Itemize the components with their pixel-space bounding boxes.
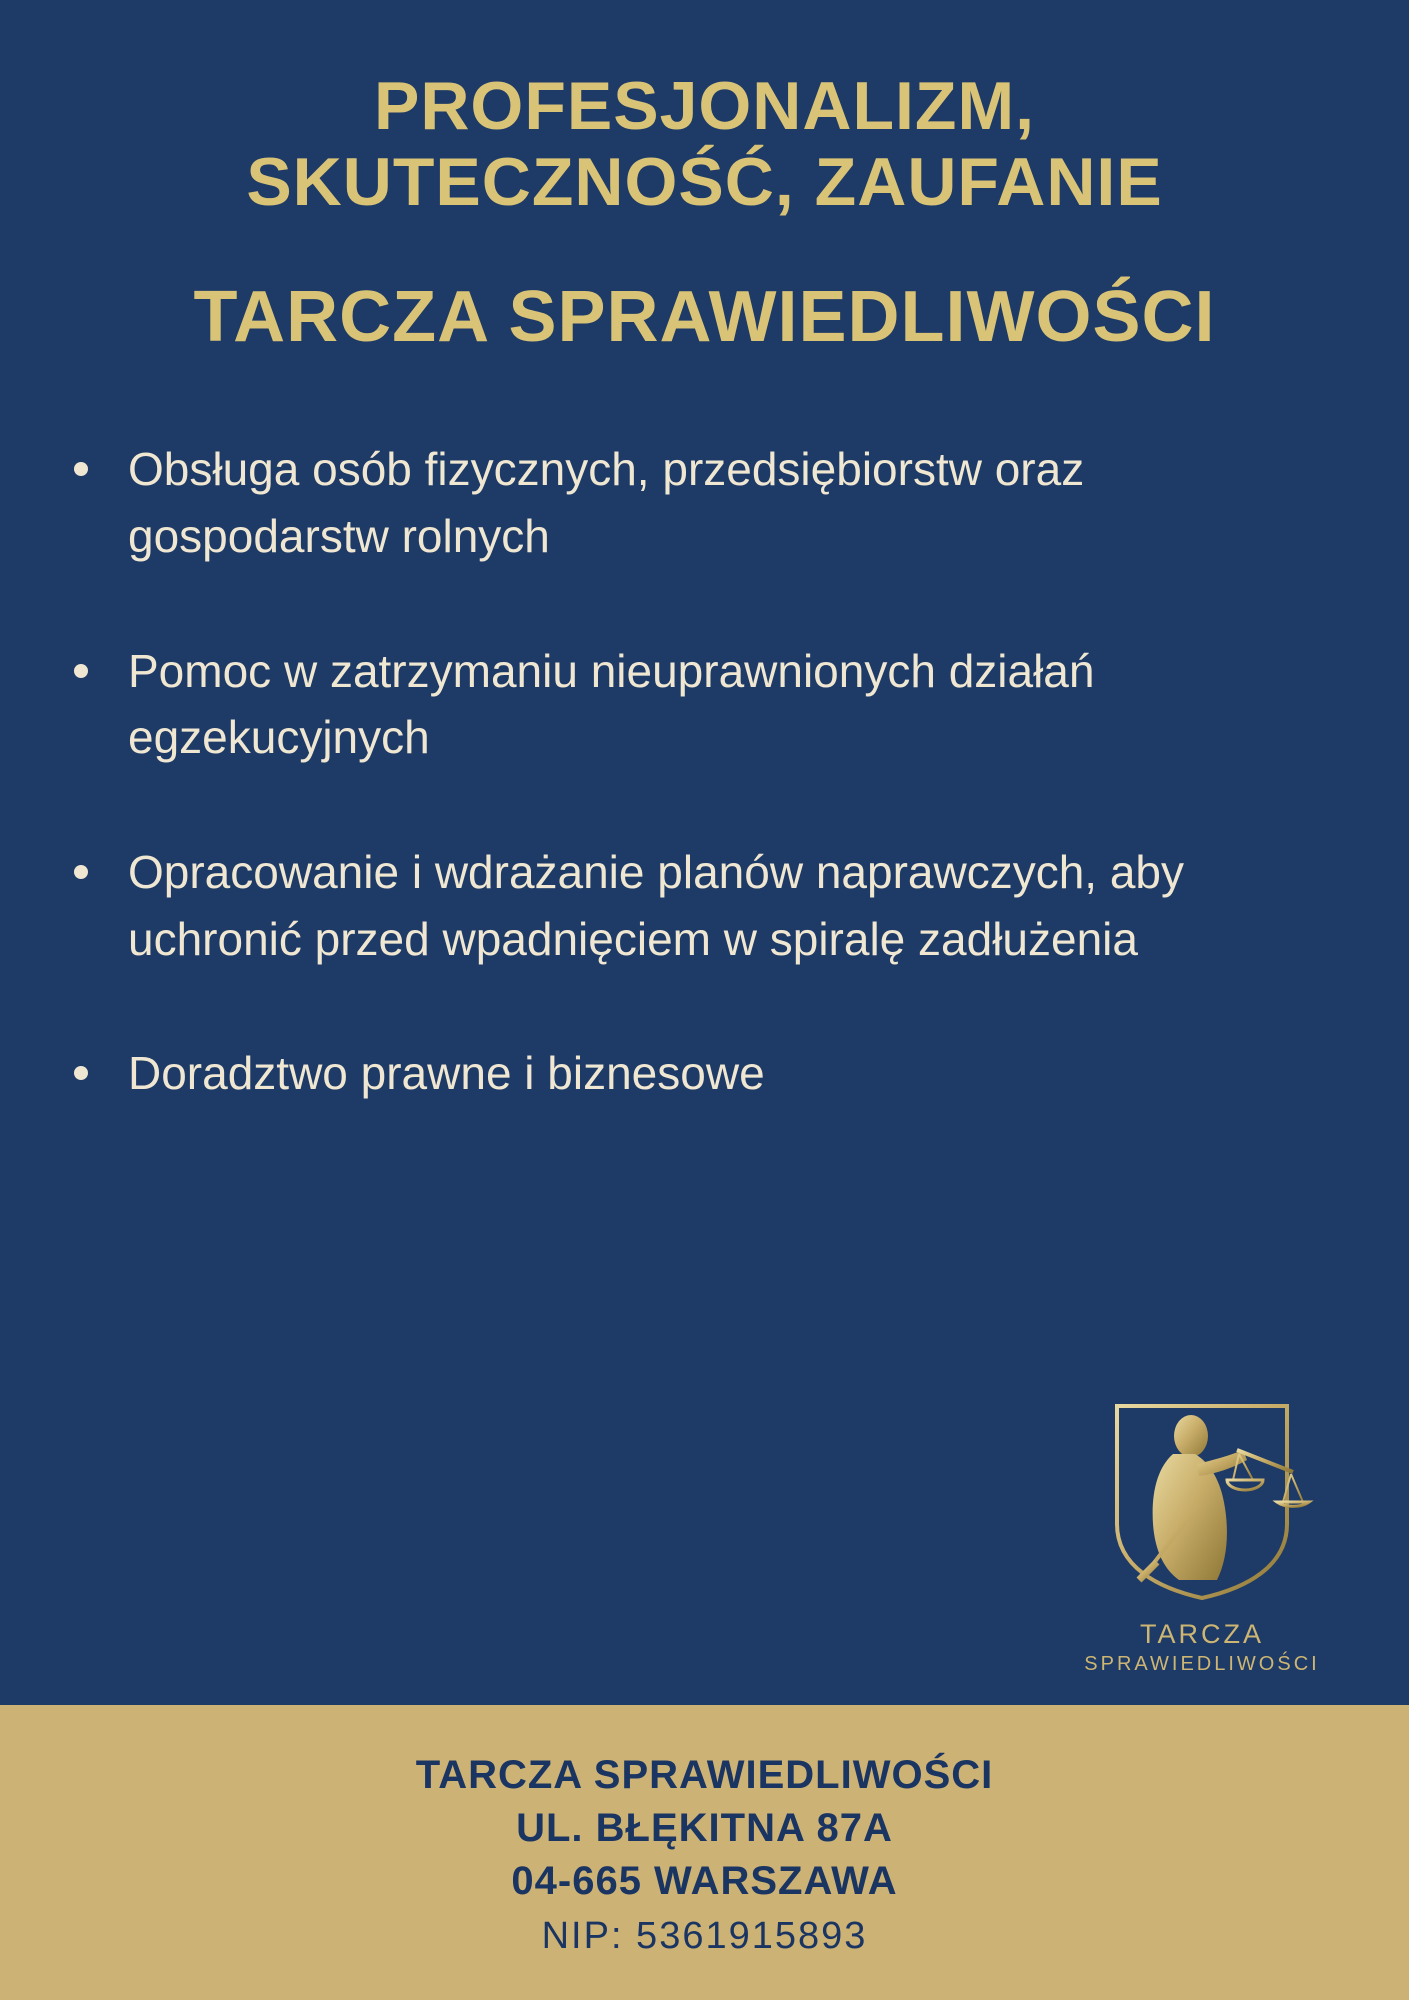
logo-text-bottom: SPRAWIEDLIWOŚCI — [1084, 1653, 1320, 1675]
bullet-dot-icon — [74, 1066, 88, 1080]
justice-scales-figure-icon — [1087, 1384, 1317, 1614]
brand-logo — [1067, 1384, 1337, 1677]
list-item-label: Pomoc w zatrzymaniu nieuprawnionych działań egzekucyjnych — [128, 644, 1095, 764]
list-item-label: Doradztwo prawne i biznesowe — [128, 1047, 765, 1100]
list-item-label: Obsługa osób fizycznych, przedsiębiorstw oraz gospodarstw rolnych — [128, 443, 1085, 562]
headline-line-2: SKUTECZNOŚĆ, ZAUFANIE — [246, 144, 1163, 221]
bullet-dot-icon — [74, 664, 88, 678]
footer-city: 04-665 WARSZAWA — [511, 1858, 898, 1903]
headline — [0, 0, 1409, 220]
headline-line-1: PROFESJONALIZM, — [373, 68, 1036, 144]
brand-title: TARCZA SPRAWIEDLIWOŚCI — [193, 277, 1216, 358]
logo-text-top: TARCZA — [1140, 1619, 1264, 1650]
bullet-dot-icon — [74, 865, 88, 879]
footer-company: TARCZA SPRAWIEDLIWOŚCI — [415, 1753, 994, 1797]
logo-wordmark — [1067, 1618, 1337, 1677]
footer-nip: NIP: 5361915893 — [541, 1915, 868, 1958]
list-item — [60, 1040, 1248, 1107]
list-item — [60, 839, 1248, 972]
list-item — [60, 436, 1248, 569]
list-item-label: Opracowanie i wdrażanie planów naprawczych, aby uchronić przed wpadnięciem w spiralę zadłużenia — [128, 846, 1185, 965]
bullet-dot-icon — [74, 462, 88, 476]
footer-street: UL. BŁĘKITNA 87A — [516, 1805, 893, 1850]
list-item — [60, 638, 1248, 771]
footer-contact — [0, 1705, 1409, 2000]
services-list — [0, 436, 1409, 1107]
